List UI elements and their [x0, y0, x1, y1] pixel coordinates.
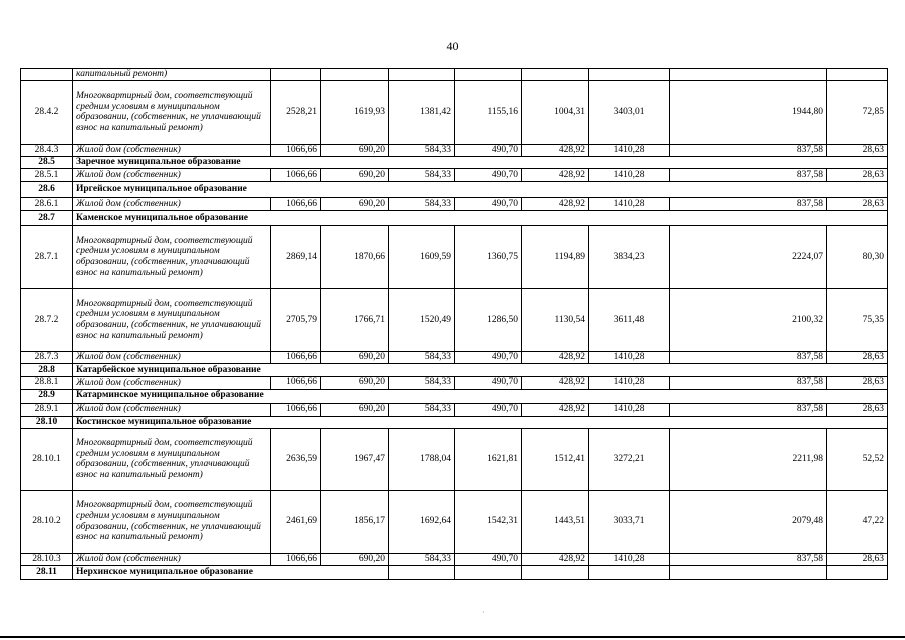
value-cell: 1381,42	[389, 80, 455, 144]
page-number: 40	[446, 39, 459, 53]
value-cell: 837,58	[670, 352, 827, 364]
value-cell: 2079,48	[670, 490, 827, 553]
value-cell: 690,20	[321, 198, 389, 211]
row-description: Многоквартирный дом, соответствующий средним условиям в муниципальном образовании, (собственник, не уплачивающий взнос на капитальный ремонт)	[73, 490, 271, 553]
value-cell: 1856,17	[321, 490, 389, 553]
value-cell: 428,92	[522, 403, 589, 416]
value-cell: 837,58	[670, 377, 827, 389]
section-title: Иргейское муниципальное образование	[73, 182, 888, 198]
table-row	[21, 289, 888, 352]
value-cell	[271, 69, 321, 81]
value-cell: 1967,47	[321, 428, 389, 490]
table-row	[21, 565, 888, 579]
row-code: 28.8.1	[21, 377, 73, 389]
value-cell: 1194,89	[522, 226, 589, 289]
value-cell: 1944,80	[670, 80, 827, 144]
section-code: 28.7	[21, 211, 73, 226]
value-cell	[455, 69, 522, 81]
row-description: Жилой дом (собственник)	[73, 403, 271, 416]
section-code: 28.10	[21, 416, 73, 428]
value-cell: 584,33	[389, 144, 455, 156]
value-cell: 690,20	[321, 553, 389, 565]
table-row	[21, 428, 888, 490]
value-cell: 1410,28	[589, 198, 670, 211]
table-body	[21, 69, 888, 580]
value-cell: 428,92	[522, 377, 589, 389]
value-cell: 837,58	[670, 553, 827, 565]
value-cell: 490,70	[455, 352, 522, 364]
value-cell: 2869,14	[271, 226, 321, 289]
value-cell: 80,30	[827, 226, 888, 289]
row-code: 28.4.2	[21, 80, 73, 144]
value-cell: 75,35	[827, 289, 888, 352]
value-cell: 837,58	[670, 403, 827, 416]
value-cell: 837,58	[670, 198, 827, 211]
value-cell: 490,70	[455, 198, 522, 211]
value-cell	[389, 69, 455, 81]
table-row	[21, 198, 888, 211]
value-cell	[321, 69, 389, 81]
table-row	[21, 69, 888, 81]
table-row	[21, 403, 888, 416]
value-cell: 1619,93	[321, 80, 389, 144]
row-description: Многоквартирный дом, соответствующий средним условиям в муниципальном образовании, (собственник, уплачивающий взнос на капитальный ремонт)	[73, 226, 271, 289]
value-cell: 2461,69	[271, 490, 321, 553]
value-cell: 1410,28	[589, 377, 670, 389]
value-cell: 428,92	[522, 553, 589, 565]
row-code: 28.10.2	[21, 490, 73, 553]
value-cell: 1788,04	[389, 428, 455, 490]
value-cell: 2636,59	[271, 428, 321, 490]
table-row	[21, 364, 888, 377]
row-code: 28.7.1	[21, 226, 73, 289]
section-code: 28.9	[21, 389, 73, 403]
value-cell: 1410,28	[589, 403, 670, 416]
value-cell: 2211,98	[670, 428, 827, 490]
value-cell: 72,85	[827, 80, 888, 144]
value-cell: 1410,28	[589, 553, 670, 565]
value-cell: 1360,75	[455, 226, 522, 289]
value-cell: 3611,48	[589, 289, 670, 352]
value-cell	[389, 565, 455, 579]
value-cell: 1621,81	[455, 428, 522, 490]
value-cell: 1066,66	[271, 377, 321, 389]
value-cell: 1443,51	[522, 490, 589, 553]
row-description: Жилой дом (собственник)	[73, 169, 271, 182]
value-cell: 490,70	[455, 144, 522, 156]
row-code: 28.9.1	[21, 403, 73, 416]
table-row	[21, 377, 888, 389]
row-code: 28.10.3	[21, 553, 73, 565]
value-cell: 1155,16	[455, 80, 522, 144]
value-cell	[589, 565, 670, 579]
value-cell	[670, 565, 827, 579]
value-cell: 1066,66	[271, 169, 321, 182]
value-cell: 1692,64	[389, 490, 455, 553]
table-row	[21, 169, 888, 182]
row-description: Многоквартирный дом, соответствующий средним условиям в муниципальном образовании, (собственник, не уплачивающий взнос на капитальный ремонт)	[73, 289, 271, 352]
value-cell: 690,20	[321, 352, 389, 364]
value-cell: 1410,28	[589, 352, 670, 364]
section-title: Костинское муниципальное образование	[73, 416, 888, 428]
value-cell: 690,20	[321, 377, 389, 389]
row-description: Многоквартирный дом, соответствующий средним условиям в муниципальном образовании, (собственник, не уплачивающий взнос на капитальный ремонт)	[73, 80, 271, 144]
row-code: 28.7.2	[21, 289, 73, 352]
table-row	[21, 144, 888, 156]
value-cell: 490,70	[455, 403, 522, 416]
value-cell: 28,63	[827, 553, 888, 565]
value-cell: 428,92	[522, 198, 589, 211]
table-row	[21, 352, 888, 364]
value-cell: 837,58	[670, 169, 827, 182]
section-title: Катарбейское муниципальное образование	[73, 364, 888, 377]
value-cell: 584,33	[389, 377, 455, 389]
value-cell: 690,20	[321, 403, 389, 416]
row-code: 28.5.1	[21, 169, 73, 182]
value-cell: 2705,79	[271, 289, 321, 352]
value-cell	[670, 69, 827, 81]
value-cell: 1410,28	[589, 144, 670, 156]
row-description: Многоквартирный дом, соответствующий средним условиям в муниципальном образовании, (собственник, уплачивающий взнос на капитальный ремонт)	[73, 428, 271, 490]
value-cell: 28,63	[827, 198, 888, 211]
value-cell	[827, 565, 888, 579]
row-description: Жилой дом (собственник)	[73, 144, 271, 156]
section-code: 28.6	[21, 182, 73, 198]
value-cell: 28,63	[827, 377, 888, 389]
table-row	[21, 211, 888, 226]
section-code: 28.11	[21, 565, 73, 579]
section-title: Заречное муниципальное образование	[73, 156, 888, 168]
value-cell: 1870,66	[321, 226, 389, 289]
value-cell: 28,63	[827, 352, 888, 364]
table-row	[21, 226, 888, 289]
value-cell: 2224,07	[670, 226, 827, 289]
section-title: Катарминское муниципальное образование	[73, 389, 888, 403]
row-code: 28.6.1	[21, 198, 73, 211]
section-code: 28.5	[21, 156, 73, 168]
value-cell: 490,70	[455, 377, 522, 389]
value-cell: 1520,49	[389, 289, 455, 352]
value-cell	[522, 565, 589, 579]
scan-mark: ·	[482, 608, 485, 617]
value-cell: 2528,21	[271, 80, 321, 144]
row-code: 28.4.3	[21, 144, 73, 156]
section-title: Нерхинское муниципальное образование	[73, 565, 389, 579]
value-cell: 490,70	[455, 169, 522, 182]
table-row	[21, 490, 888, 553]
value-cell: 1542,31	[455, 490, 522, 553]
value-cell: 28,63	[827, 403, 888, 416]
row-code: 28.7.3	[21, 352, 73, 364]
tariff-table	[20, 68, 888, 580]
value-cell	[589, 69, 670, 81]
value-cell: 584,33	[389, 169, 455, 182]
value-cell: 1766,71	[321, 289, 389, 352]
value-cell: 428,92	[522, 169, 589, 182]
section-title: Каменское муниципальное образование	[73, 211, 888, 226]
value-cell: 1130,54	[522, 289, 589, 352]
table-row	[21, 389, 888, 403]
value-cell: 2100,32	[670, 289, 827, 352]
value-cell: 28,63	[827, 144, 888, 156]
value-cell: 584,33	[389, 553, 455, 565]
value-cell: 1512,41	[522, 428, 589, 490]
value-cell	[827, 69, 888, 81]
section-code: 28.8	[21, 364, 73, 377]
row-description: Жилой дом (собственник)	[73, 352, 271, 364]
value-cell: 428,92	[522, 352, 589, 364]
value-cell: 28,63	[827, 169, 888, 182]
table-row	[21, 156, 888, 168]
value-cell: 1066,66	[271, 553, 321, 565]
value-cell: 1609,59	[389, 226, 455, 289]
value-cell: 3033,71	[589, 490, 670, 553]
value-cell: 1066,66	[271, 198, 321, 211]
value-cell: 3272,21	[589, 428, 670, 490]
value-cell: 584,33	[389, 403, 455, 416]
value-cell: 690,20	[321, 144, 389, 156]
value-cell: 1066,66	[271, 403, 321, 416]
value-cell: 1410,28	[589, 169, 670, 182]
value-cell: 428,92	[522, 144, 589, 156]
table-row	[21, 416, 888, 428]
row-code-cell	[21, 69, 73, 81]
value-cell: 490,70	[455, 553, 522, 565]
value-cell: 1066,66	[271, 352, 321, 364]
value-cell: 52,52	[827, 428, 888, 490]
value-cell: 47,22	[827, 490, 888, 553]
table-row	[21, 553, 888, 565]
value-cell: 1066,66	[271, 144, 321, 156]
value-cell: 690,20	[321, 169, 389, 182]
value-cell: 584,33	[389, 352, 455, 364]
row-description: Жилой дом (собственник)	[73, 377, 271, 389]
page-bottom-border	[0, 636, 905, 638]
value-cell: 1286,50	[455, 289, 522, 352]
row-code: 28.10.1	[21, 428, 73, 490]
row-description: Жилой дом (собственник)	[73, 553, 271, 565]
row-description: Жилой дом (собственник)	[73, 198, 271, 211]
value-cell: 837,58	[670, 144, 827, 156]
value-cell: 584,33	[389, 198, 455, 211]
row-description: капитальный ремонт)	[73, 69, 271, 81]
table-row	[21, 80, 888, 144]
value-cell: 3403,01	[589, 80, 670, 144]
value-cell	[522, 69, 589, 81]
value-cell: 3834,23	[589, 226, 670, 289]
table-row	[21, 182, 888, 198]
value-cell: 1004,31	[522, 80, 589, 144]
value-cell	[455, 565, 522, 579]
